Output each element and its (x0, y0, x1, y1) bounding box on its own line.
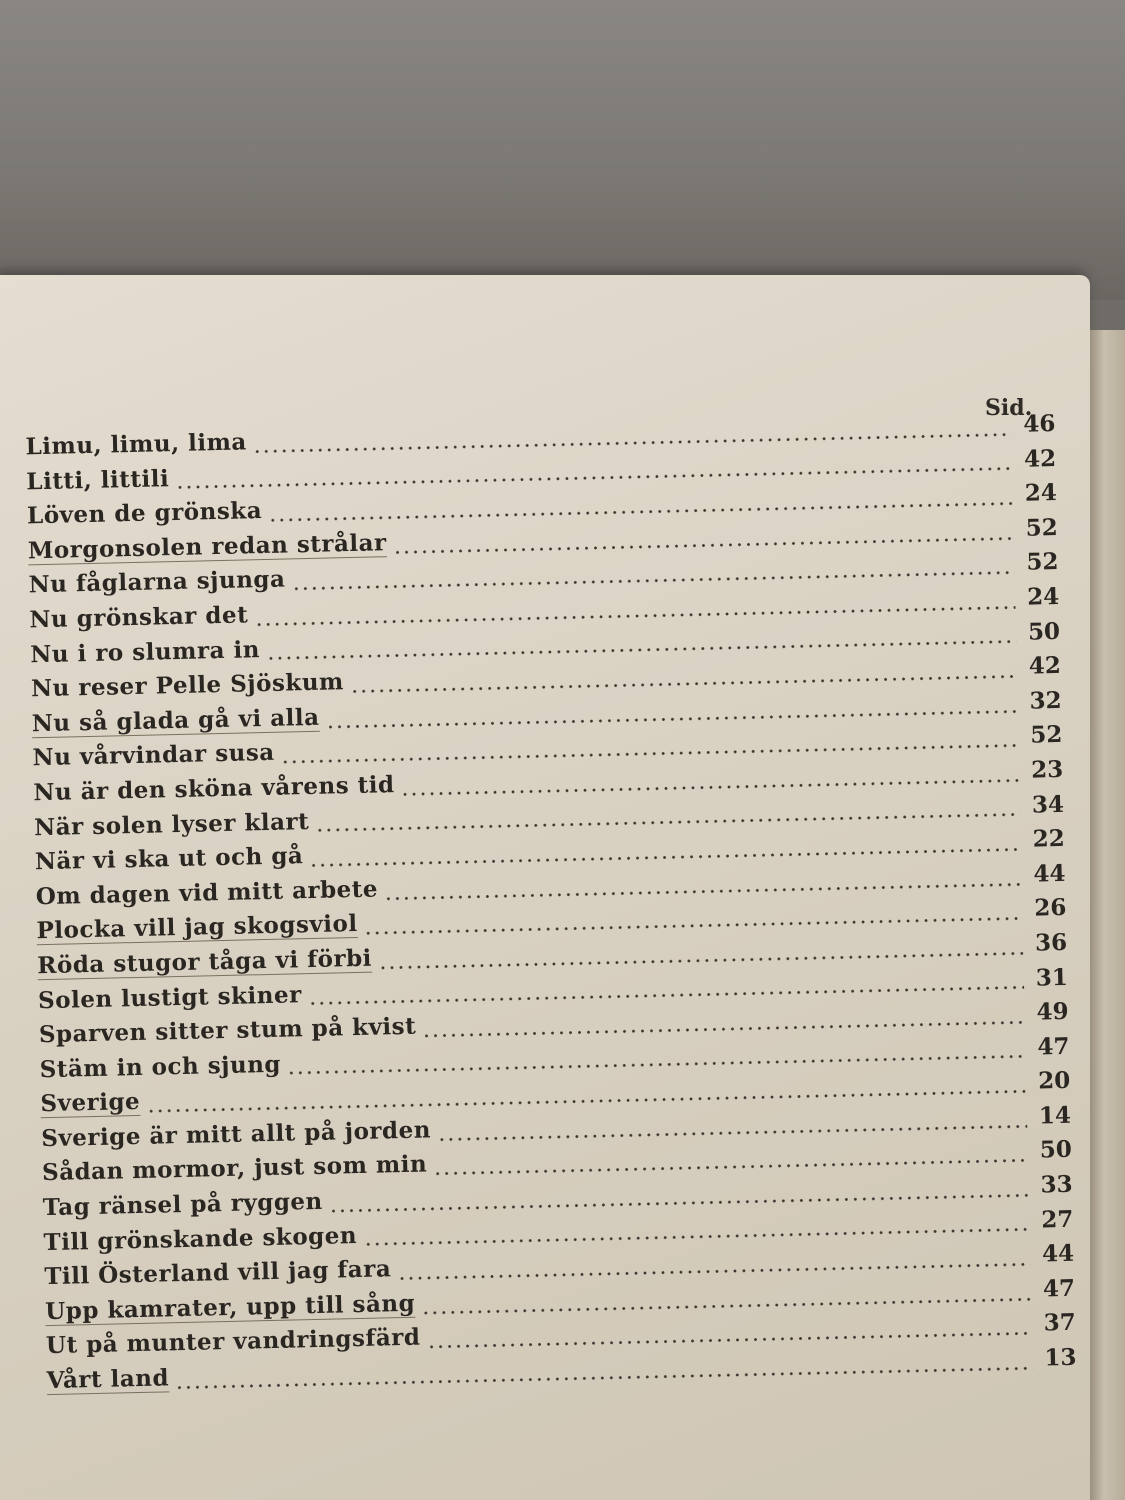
entry-title: Solen lustigt skiner (37, 980, 303, 1014)
entry-title: Om dagen vid mitt arbete (35, 875, 379, 910)
page-column-header: Sid. (985, 395, 1033, 421)
entry-title: Upp kamrater, upp till sång (44, 1289, 416, 1325)
entry-title: När solen lyser klart (33, 807, 310, 841)
entry-page-number: 52 (1030, 721, 1063, 749)
entry-title: Nu reser Pelle Sjöskum (30, 668, 345, 703)
entry-title: Till grönskande skogen (43, 1221, 358, 1256)
entry-page-number: 47 (1042, 1274, 1076, 1303)
table-of-contents (25, 410, 1077, 1402)
entry-page-number: 14 (1038, 1101, 1072, 1130)
entry-title: Röda stugor tåga vi förbi (37, 944, 373, 980)
entry-title: Sparven sitter stum på kvist (38, 1012, 417, 1049)
book-edge (1090, 330, 1125, 1500)
entry-page-number: 42 (1023, 444, 1057, 473)
entry-page-number: 20 (1037, 1067, 1071, 1095)
entry-page-number: 13 (1044, 1343, 1077, 1372)
entry-title: Plocka vill jag skogsviol (36, 910, 358, 945)
entry-title: Ut på munter vandringsfärd (45, 1324, 421, 1360)
entry-title: Litti, littili (26, 464, 170, 495)
entry-title: Limu, limu, lima (25, 428, 248, 461)
entry-title: Nu så glada gå vi alla (31, 703, 320, 738)
entry-page-number: 46 (1022, 410, 1056, 438)
entry-page-number: 52 (1026, 548, 1059, 577)
entry-title: Löven de grönska (26, 497, 263, 530)
entry-title: Morgonsolen redan strålar (27, 528, 387, 565)
entry-page-number: 36 (1034, 928, 1068, 957)
entry-title: Sådan mormor, just som min (41, 1150, 428, 1187)
entry-page-number: 32 (1029, 686, 1062, 715)
entry-title: Tag ränsel på ryggen (42, 1187, 324, 1222)
entry-title: Nu fåglarna sjunga (28, 565, 286, 599)
entry-page-number: 26 (1033, 894, 1067, 922)
entry-page-number: 50 (1039, 1136, 1073, 1165)
entry-page-number: 44 (1041, 1240, 1075, 1268)
entry-title: Sverige är mitt allt på jorden (40, 1116, 432, 1153)
entry-title: Till Österland vill jag fara (44, 1255, 392, 1291)
entry-title: Vårt land (46, 1364, 170, 1395)
entry-title: Nu är den sköna vårens tid (33, 771, 395, 807)
entry-page-number: 49 (1036, 997, 1069, 1026)
entry-page-number: 34 (1031, 790, 1065, 819)
entry-page-number: 33 (1040, 1170, 1073, 1199)
entry-page-number: 23 (1030, 755, 1064, 784)
entry-title: Sverige (40, 1088, 141, 1118)
entry-page-number: 22 (1032, 825, 1066, 853)
entry-page-number: 27 (1041, 1205, 1074, 1234)
entry-page-number: 24 (1026, 582, 1060, 611)
entry-page-number: 44 (1033, 859, 1066, 888)
entry-page-number: 52 (1025, 513, 1058, 542)
entry-page-number: 42 (1028, 652, 1062, 680)
entry-page-number: 24 (1024, 479, 1058, 507)
background-surface (0, 0, 1125, 300)
entry-title: Nu i ro slumra in (29, 635, 261, 668)
entry-title: Nu grönskar det (29, 601, 249, 634)
entry-title: Nu vårvindar susa (32, 739, 275, 772)
entry-title: När vi ska ut och gå (34, 842, 304, 876)
entry-page-number: 50 (1027, 617, 1061, 646)
entry-page-number: 31 (1035, 963, 1069, 992)
entry-page-number: 47 (1037, 1032, 1070, 1061)
entry-page-number: 37 (1043, 1309, 1077, 1337)
entry-title: Stäm in och sjung (39, 1050, 282, 1083)
